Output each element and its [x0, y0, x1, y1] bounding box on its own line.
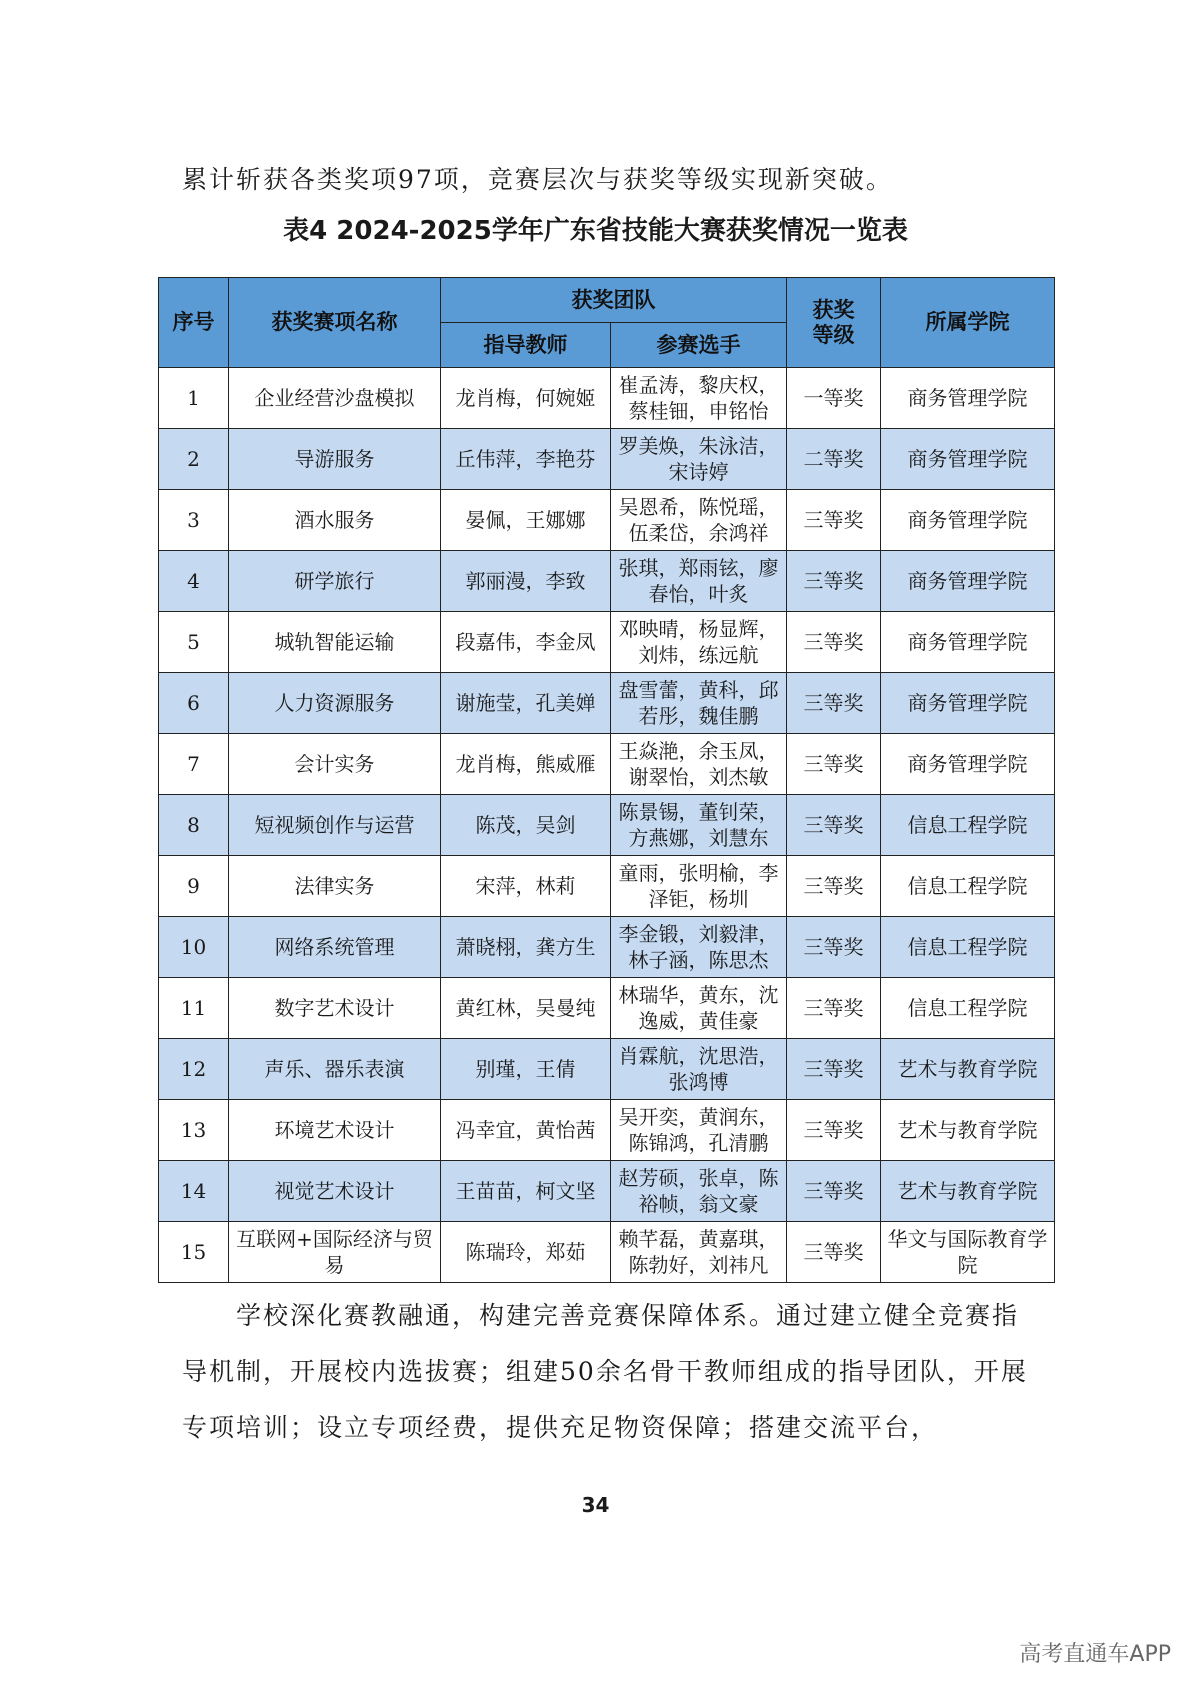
cell-index: 15 — [159, 1222, 229, 1283]
table-row — [159, 612, 1055, 673]
table-caption: 表4 2024-2025学年广东省技能大赛获奖情况一览表 — [283, 216, 908, 246]
cell-index: 3 — [159, 490, 229, 551]
cell-index: 4 — [159, 551, 229, 612]
cell-event: 互联网+国际经济与贸易 — [229, 1222, 441, 1283]
table-row — [159, 1222, 1055, 1283]
cell-event: 人力资源服务 — [229, 673, 441, 734]
header-teachers: 指导教师 — [441, 323, 611, 368]
page-number: 34 — [581, 1493, 610, 1517]
cell-college: 商务管理学院 — [881, 673, 1055, 734]
cell-college: 艺术与教育学院 — [881, 1161, 1055, 1222]
cell-level: 三等奖 — [787, 856, 881, 917]
paragraph-top: 累计斩获各类奖项97项，竞赛层次与获奖等级实现新突破。 — [182, 165, 893, 194]
cell-students: 童雨，张明榆，李泽钜，杨圳 — [611, 856, 787, 917]
table-row — [159, 734, 1055, 795]
cell-event: 会计实务 — [229, 734, 441, 795]
header-students: 参赛选手 — [611, 323, 787, 368]
cell-index: 14 — [159, 1161, 229, 1222]
cell-teachers: 黄红林，吴曼纯 — [441, 978, 611, 1039]
cell-students: 吴开奕，黄润东，陈锦鸿，孔清鹏 — [611, 1100, 787, 1161]
cell-students: 王焱滟，余玉凤，谢翠怡，刘杰敏 — [611, 734, 787, 795]
table-row — [159, 1100, 1055, 1161]
cell-index: 11 — [159, 978, 229, 1039]
cell-level: 三等奖 — [787, 612, 881, 673]
header-event: 获奖赛项名称 — [229, 278, 441, 368]
cell-teachers: 晏佩，王娜娜 — [441, 490, 611, 551]
cell-college: 艺术与教育学院 — [881, 1100, 1055, 1161]
cell-students: 盘雪蕾，黄科，邱若彤，魏佳鹏 — [611, 673, 787, 734]
table-header — [159, 278, 1055, 368]
cell-level: 三等奖 — [787, 490, 881, 551]
header-index: 序号 — [159, 278, 229, 368]
paragraph-bottom: 学校深化赛教融通，构建完善竞赛保障体系。通过建立健全竞赛指导机制，开展校内选拔赛；组建50余名骨干教师组成的指导团队，开展专项培训；设立专项经费，提供充足物资保障；搭建交流平台， — [182, 1301, 1028, 1442]
cell-index: 6 — [159, 673, 229, 734]
cell-students: 肖霖航，沈思浩，张鸿博 — [611, 1039, 787, 1100]
cell-event: 导游服务 — [229, 429, 441, 490]
cell-college: 信息工程学院 — [881, 795, 1055, 856]
cell-event: 网络系统管理 — [229, 917, 441, 978]
cell-level: 三等奖 — [787, 734, 881, 795]
cell-level: 一等奖 — [787, 368, 881, 429]
awards-table — [158, 277, 1055, 1283]
cell-college: 商务管理学院 — [881, 612, 1055, 673]
cell-event: 企业经营沙盘模拟 — [229, 368, 441, 429]
cell-students: 李金锻，刘毅津，林子涵，陈思杰 — [611, 917, 787, 978]
table-row — [159, 917, 1055, 978]
cell-index: 12 — [159, 1039, 229, 1100]
cell-students: 崔孟涛，黎庆权，蔡桂钿，申铭怡 — [611, 368, 787, 429]
cell-college: 商务管理学院 — [881, 734, 1055, 795]
table-row — [159, 795, 1055, 856]
cell-students: 吴恩希，陈悦瑶，伍柔岱，余鸿祥 — [611, 490, 787, 551]
cell-students: 赖芊磊，黄嘉琪，陈勃好，刘祎凡 — [611, 1222, 787, 1283]
header-team: 获奖团队 — [441, 278, 787, 323]
cell-students: 张琪，郑雨铉，廖春怡，叶炙 — [611, 551, 787, 612]
cell-level: 三等奖 — [787, 673, 881, 734]
cell-teachers: 冯幸宜，黄怡茜 — [441, 1100, 611, 1161]
cell-event: 酒水服务 — [229, 490, 441, 551]
cell-teachers: 丘伟萍，李艳芬 — [441, 429, 611, 490]
cell-event: 短视频创作与运营 — [229, 795, 441, 856]
cell-teachers: 王苗苗，柯文坚 — [441, 1161, 611, 1222]
cell-students: 陈景锡，董钊荣，方燕娜，刘慧东 — [611, 795, 787, 856]
table-row — [159, 673, 1055, 734]
cell-college: 艺术与教育学院 — [881, 1039, 1055, 1100]
cell-level: 二等奖 — [787, 429, 881, 490]
cell-teachers: 段嘉伟，李金凤 — [441, 612, 611, 673]
watermark: 高考直通车APP — [1019, 1642, 1171, 1667]
cell-college: 商务管理学院 — [881, 490, 1055, 551]
cell-teachers: 龙肖梅，熊威雁 — [441, 734, 611, 795]
cell-level: 三等奖 — [787, 795, 881, 856]
cell-event: 视觉艺术设计 — [229, 1161, 441, 1222]
header-level-text: 获奖等级 — [812, 297, 855, 347]
cell-index: 13 — [159, 1100, 229, 1161]
cell-teachers: 陈瑞玲，郑茹 — [441, 1222, 611, 1283]
cell-college: 商务管理学院 — [881, 551, 1055, 612]
table-row — [159, 1161, 1055, 1222]
cell-event: 数字艺术设计 — [229, 978, 441, 1039]
cell-level: 三等奖 — [787, 978, 881, 1039]
cell-teachers: 萧晓栩，龚方生 — [441, 917, 611, 978]
cell-teachers: 陈茂，吴剑 — [441, 795, 611, 856]
cell-level: 三等奖 — [787, 1161, 881, 1222]
cell-event: 环境艺术设计 — [229, 1100, 441, 1161]
table-body — [159, 368, 1055, 1283]
header-level — [787, 278, 881, 368]
cell-level: 三等奖 — [787, 917, 881, 978]
cell-students: 赵芳硕，张卓，陈裕帧，翁文豪 — [611, 1161, 787, 1222]
cell-index: 9 — [159, 856, 229, 917]
cell-college: 信息工程学院 — [881, 856, 1055, 917]
header-college: 所属学院 — [881, 278, 1055, 368]
cell-event: 法律实务 — [229, 856, 441, 917]
table-row — [159, 978, 1055, 1039]
cell-index: 1 — [159, 368, 229, 429]
cell-event: 声乐、器乐表演 — [229, 1039, 441, 1100]
cell-college: 商务管理学院 — [881, 429, 1055, 490]
table-row — [159, 551, 1055, 612]
cell-teachers: 宋萍，林莉 — [441, 856, 611, 917]
cell-event: 城轨智能运输 — [229, 612, 441, 673]
cell-college: 信息工程学院 — [881, 978, 1055, 1039]
cell-index: 7 — [159, 734, 229, 795]
cell-level: 三等奖 — [787, 1100, 881, 1161]
cell-teachers: 谢施莹，孔美婵 — [441, 673, 611, 734]
cell-students: 林瑞华，黄东，沈逸威，黄佳豪 — [611, 978, 787, 1039]
cell-index: 10 — [159, 917, 229, 978]
cell-event: 研学旅行 — [229, 551, 441, 612]
cell-index: 8 — [159, 795, 229, 856]
cell-teachers: 别瑾，王倩 — [441, 1039, 611, 1100]
cell-college: 信息工程学院 — [881, 917, 1055, 978]
cell-level: 三等奖 — [787, 551, 881, 612]
cell-level: 三等奖 — [787, 1039, 881, 1100]
table-row — [159, 1039, 1055, 1100]
cell-teachers: 龙肖梅，何婉姬 — [441, 368, 611, 429]
cell-index: 5 — [159, 612, 229, 673]
cell-students: 罗美焕，朱泳洁，宋诗婷 — [611, 429, 787, 490]
cell-teachers: 郭丽漫，李致 — [441, 551, 611, 612]
table-row — [159, 368, 1055, 429]
table-row — [159, 856, 1055, 917]
cell-index: 2 — [159, 429, 229, 490]
table-row — [159, 490, 1055, 551]
cell-college: 华文与国际教育学院 — [881, 1222, 1055, 1283]
cell-college: 商务管理学院 — [881, 368, 1055, 429]
cell-level: 三等奖 — [787, 1222, 881, 1283]
table-row — [159, 429, 1055, 490]
cell-students: 邓映晴，杨显辉，刘炜，练远航 — [611, 612, 787, 673]
